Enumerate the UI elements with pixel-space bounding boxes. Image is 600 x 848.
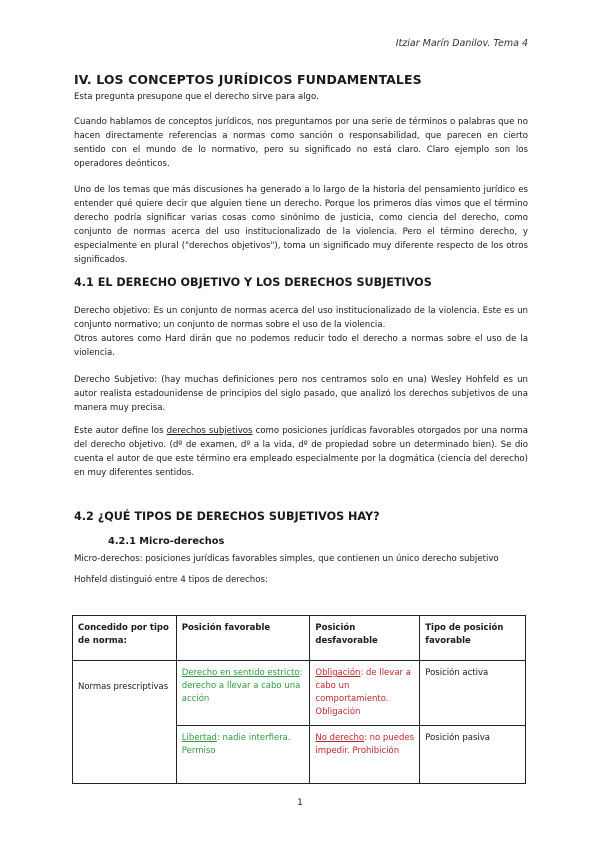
paragraph-3: Derecho objetivo: Es un conjunto de normas acerca del uso institucionalizado de la violencia. Este es un conjunto normativo; un conjunto de normas sobre el uso de la violencia. bbox=[74, 306, 528, 330]
paragraph-5: Derecho Subjetivo: (hay muchas definiciones pero nos centramos solo en una) Wesley Hohfeld es un autor realista estadounidense de principios del siglo pasado, que analizó los derechos subjetivos de una manera muy precisa. bbox=[74, 375, 528, 413]
paragraph-4: Otros autores como Hard dirán que no podemos reducir todo el derecho a normas sobre el uso de la violencia. bbox=[74, 334, 528, 358]
table-header-cell: Concedido por tipo de norma: bbox=[73, 616, 177, 661]
cell-text: : de llevar a cabo un comportamiento. Obligación bbox=[315, 668, 411, 717]
cell-text: : nadie interfiera. Permiso bbox=[181, 733, 291, 756]
section-4-2-1-heading: 4.2.1 Micro-derechos bbox=[108, 536, 225, 547]
table-cell bbox=[176, 726, 310, 784]
cell-text: : derecho a llevar a cabo una acción bbox=[181, 668, 303, 704]
table-header-row bbox=[73, 616, 526, 661]
cell-term: Obligación bbox=[315, 668, 361, 678]
p6-rest: como posiciones jurídicas favorables otorgados por una norma del derecho objetivo. (dº de examen, dº a la vida, dº de propiedad sobre un determinado bien). Se dio cuenta el autor de que este término era empleado especialmente por la dogmática (ciencia del derecho) en muy diferentes sentidos. bbox=[74, 426, 528, 478]
section-4-2-heading: 4.2 ¿QUÉ TIPOS DE DERECHOS SUBJETIVOS HAY? bbox=[74, 510, 380, 523]
paragraph-1: Cuando hablamos de conceptos jurídicos, nos preguntamos por una serie de términos o palabras que no hacen directamente referencias a normas como sanción o responsabilidad, que parecen en cierto sentido con el mundo de lo normativo, pero su significado no está claro. Claro ejemplo son los operadores deónticos. bbox=[74, 117, 528, 169]
section-4-1-heading: 4.1 EL DERECHO OBJETIVO Y LOS DERECHOS SUBJETIVOS bbox=[74, 276, 432, 289]
page-number: 1 bbox=[297, 798, 303, 808]
table-cell: Posición pasiva bbox=[420, 726, 526, 784]
paragraph-7: Micro-derechos: posiciones jurídicas favorables simples, que contienen un único derecho subjetivo bbox=[74, 554, 499, 564]
running-header: Itziar Marín Danilov. Tema 4 bbox=[395, 38, 528, 49]
p6-start: Este autor define los bbox=[74, 426, 164, 436]
cell-term: Libertad bbox=[181, 733, 217, 743]
cell-text: : no puedes impedir. Prohibición bbox=[315, 733, 414, 756]
cell-term: No derecho bbox=[315, 733, 365, 743]
table-cell bbox=[310, 661, 420, 726]
row-label-cell: Normas prescriptivas bbox=[73, 661, 177, 784]
cell-term: Derecho en sentido estricto bbox=[181, 668, 300, 678]
table-header-cell: Posición favorable bbox=[176, 616, 310, 661]
paragraph-6 bbox=[74, 424, 528, 480]
table-row bbox=[73, 661, 526, 726]
table-cell: Posición activa bbox=[420, 661, 526, 726]
paragraph-8: Hohfeld distinguió entre 4 tipos de derechos: bbox=[74, 575, 268, 585]
table-cell bbox=[176, 661, 310, 726]
intro-paragraph: Esta pregunta presupone que el derecho sirve para algo. bbox=[74, 92, 319, 102]
page-title: IV. LOS CONCEPTOS JURÍDICOS FUNDAMENTALES bbox=[74, 72, 422, 87]
hohfeld-table bbox=[72, 615, 526, 784]
table-header-cell: Posición desfavorable bbox=[310, 616, 420, 661]
p6-underlined: derechos subjetivos bbox=[166, 426, 253, 436]
paragraph-2: Uno de los temas que más discusiones ha generado a lo largo de la historia del pensamiento jurídico es entender qué quiere decir que alguien tiene un derecho. Porque los primeros días vimos que el término derecho podría significar varias cosas como sinónimo de justicia, como ciencia del derecho, como conjunto de normas acerca del uso institucionalizado de la violencia. Pero el término derecho, y especialmente en plural ("derechos objetivos"), toma un significado muy diferente respecto de los otros significados. bbox=[74, 185, 528, 265]
table-cell bbox=[310, 726, 420, 784]
table-header-cell: Tipo de posición favorable bbox=[420, 616, 526, 661]
